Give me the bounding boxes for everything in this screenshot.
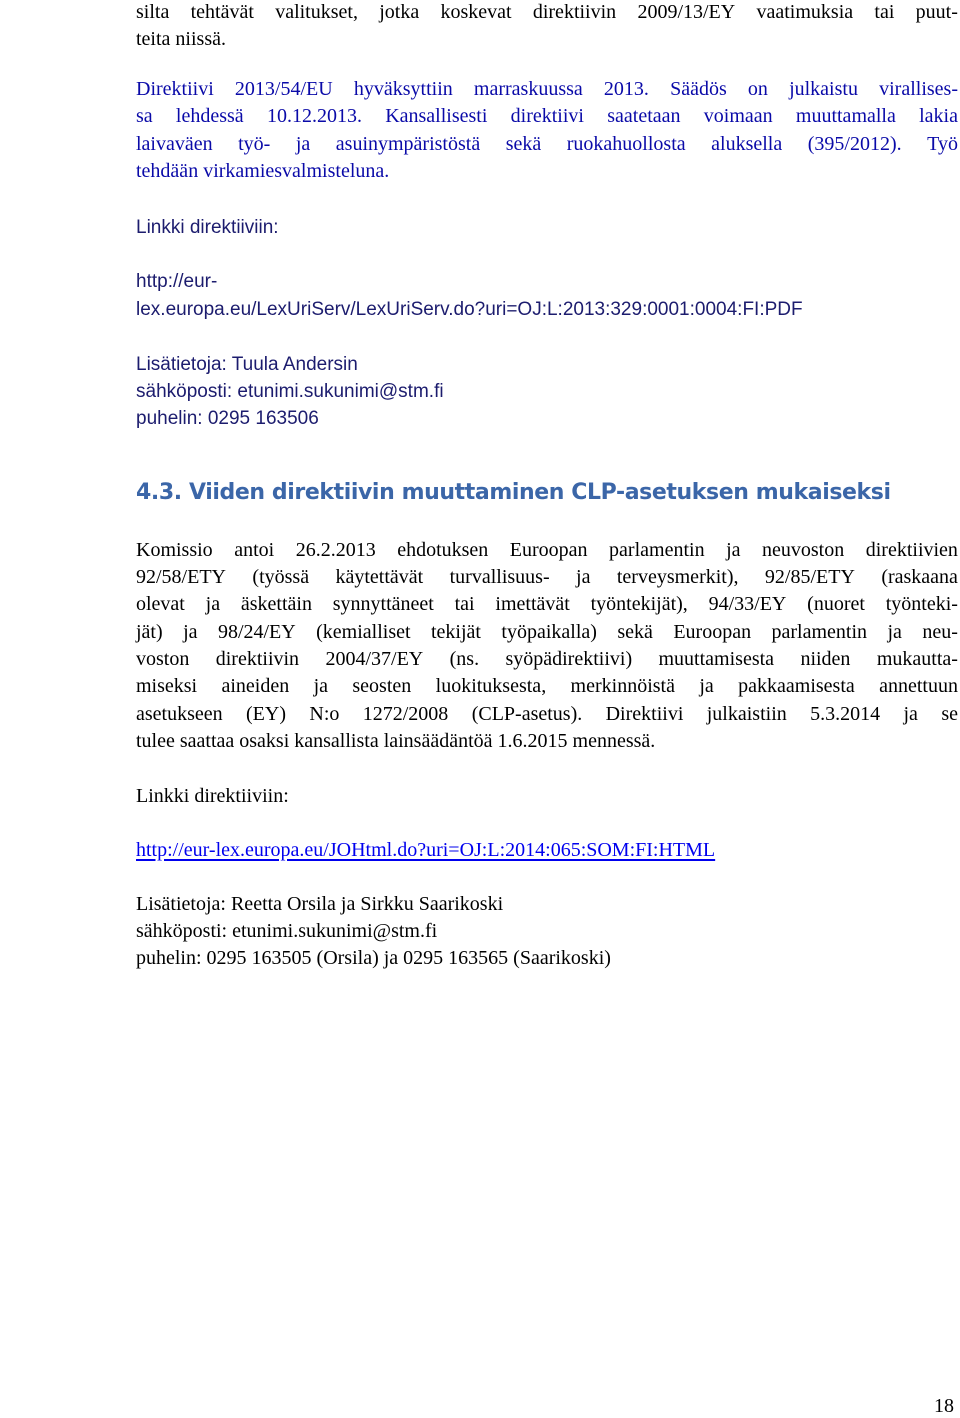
- word: niiden: [800, 648, 851, 670]
- word: synnyttäneet: [332, 593, 434, 615]
- word: sekä: [505, 133, 542, 155]
- word: tekijät: [430, 621, 481, 643]
- paragraph-line: [136, 673, 958, 700]
- word: 1272/2008: [362, 703, 449, 725]
- word: miseksi: [136, 675, 198, 697]
- word: silta: [136, 1, 170, 23]
- word: hyväksyttiin: [353, 78, 453, 100]
- word: sekä: [617, 621, 653, 643]
- word: syöpädirektiivi): [505, 648, 633, 670]
- word: neu-: [922, 621, 958, 643]
- phone-info: puhelin: 0295 163506: [136, 408, 319, 429]
- contact-info: Lisätietoja: Reetta Orsila ja Sirkku Saarikoski: [136, 893, 504, 915]
- word: työnteki-: [885, 593, 958, 615]
- word: 26.2.2013: [295, 539, 376, 561]
- paragraph-line: [136, 564, 958, 591]
- word: seosten: [352, 675, 412, 697]
- word: ehdotuksen: [397, 539, 489, 561]
- email-info: sähköposti: etunimi.sukunimi@stm.fi: [136, 381, 444, 402]
- word: koskevat: [440, 1, 512, 23]
- word: puut-: [915, 1, 958, 23]
- word: ja: [887, 621, 902, 643]
- word: antoi: [234, 539, 275, 561]
- word: työntekijät),: [590, 593, 688, 615]
- word: käytettävät: [335, 566, 424, 588]
- word: on: [747, 78, 768, 100]
- word: Kansallisesti: [385, 105, 488, 127]
- word: merkinnöistä: [570, 675, 675, 697]
- word: mukautta-: [876, 648, 958, 670]
- paragraph-line: [136, 537, 958, 564]
- word: lehdessä: [175, 105, 244, 127]
- word: pakkaamisesta: [738, 675, 855, 697]
- word: voimaan: [703, 105, 773, 127]
- paragraph-line: teita niissä.: [136, 28, 226, 50]
- word: 2013/54/EU: [234, 78, 333, 100]
- word: vaatimuksia: [756, 1, 854, 23]
- word: ja: [699, 675, 714, 697]
- word: 98/24/EY: [217, 621, 296, 643]
- word: Direktiivi: [136, 78, 214, 100]
- word: marraskuussa: [473, 78, 583, 100]
- word: työ-: [238, 133, 271, 155]
- word: työpaikalla): [501, 621, 597, 643]
- word: olevat: [136, 593, 185, 615]
- word: imettävät: [495, 593, 570, 615]
- word: voston: [136, 648, 190, 670]
- contact-info: Lisätietoja: Tuula Andersin: [136, 354, 358, 375]
- paragraph-line: [136, 76, 958, 103]
- word: neuvoston: [762, 539, 845, 561]
- paragraph-line: [136, 701, 958, 728]
- word: turvallisuus-: [449, 566, 550, 588]
- word: direktiivin: [215, 648, 300, 670]
- word: julkaistu: [789, 78, 858, 100]
- word: Euroopan: [673, 621, 752, 643]
- paragraph-line: [136, 619, 958, 646]
- word: 92/58/ETY: [136, 566, 226, 588]
- word: muuttamisesta: [658, 648, 775, 670]
- word: 10.12.2013.: [266, 105, 362, 127]
- word: 92/85/ETY: [764, 566, 855, 588]
- word: ja: [903, 703, 918, 725]
- word: laivaväen: [136, 133, 213, 155]
- word: julkaistiin: [706, 703, 787, 725]
- word: 2009/13/EY: [637, 1, 736, 23]
- word: Säädös: [670, 78, 727, 100]
- section-heading: 4.3. Viiden direktiivin muuttaminen CLP-asetuksen mukaiseksi: [136, 480, 891, 505]
- link-label: Linkki direktiiviin:: [136, 217, 279, 238]
- word: valitukset,: [275, 1, 358, 23]
- word: aineiden: [221, 675, 290, 697]
- word: Direktiivi: [605, 703, 684, 725]
- word: ja: [205, 593, 221, 615]
- word: terveysmerkit),: [616, 566, 739, 588]
- email-info: sähköposti: etunimi.sukunimi@stm.fi: [136, 920, 438, 942]
- word: tai: [454, 593, 475, 615]
- word: Euroopan: [509, 539, 588, 561]
- word: ruokahuollosta: [566, 133, 686, 155]
- word: direktiivin: [532, 1, 617, 23]
- word: parlamentin: [609, 539, 705, 561]
- word: (CLP-asetus).: [471, 703, 583, 725]
- paragraph-line: [136, 591, 958, 618]
- paragraph-line: [136, 103, 958, 130]
- word: ja: [183, 621, 198, 643]
- word: ja: [576, 566, 591, 588]
- word: direktiivi: [510, 105, 584, 127]
- word: (EY): [246, 703, 286, 725]
- word: Komissio: [136, 539, 213, 561]
- word: tehtävät: [190, 1, 254, 23]
- paragraph-line: tehdään virkamiesvalmisteluna.: [136, 160, 390, 182]
- word: direktiivien: [865, 539, 958, 561]
- word: 2013.: [603, 78, 649, 100]
- word: (nuoret: [807, 593, 865, 615]
- page-number: 18: [934, 1395, 954, 1417]
- link-label: Linkki direktiiviin:: [136, 785, 289, 807]
- word: ja: [313, 675, 329, 697]
- word: muuttamalla: [795, 105, 896, 127]
- paragraph-line: [136, 131, 958, 158]
- word: äskettäin: [240, 593, 312, 615]
- word: (raskaana: [881, 566, 958, 588]
- word: N:o: [309, 703, 340, 725]
- word: virallises-: [879, 78, 958, 100]
- word: Työ: [927, 133, 958, 155]
- word: 94/33/EY: [708, 593, 787, 615]
- word: sa: [136, 105, 153, 127]
- word: ja: [295, 133, 311, 155]
- word: annettuun: [879, 675, 958, 697]
- word: jotka: [379, 1, 420, 23]
- word: (ns.: [449, 648, 480, 670]
- word: parlamentin: [771, 621, 868, 643]
- word: saatetaan: [607, 105, 681, 127]
- directive-link-continuation[interactable]: lex.europa.eu/LexUriServ/LexUriServ.do?uri=OJ:L:2013:329:0001:0004:FI:PDF: [136, 299, 803, 320]
- word: luokituksesta,: [435, 675, 547, 697]
- word: (395/2012).: [807, 133, 902, 155]
- word: aluksella: [711, 133, 783, 155]
- paragraph-line: tulee saattaa osaksi kansallista lainsäädäntöä 1.6.2015 mennessä.: [136, 730, 656, 752]
- directive-link[interactable]: http://eur-: [136, 271, 218, 292]
- directive-link[interactable]: http://eur-lex.europa.eu/JOHtml.do?uri=OJ:L:2014:065:SOM:FI:HTML: [136, 839, 716, 861]
- phone-info: puhelin: 0295 163505 (Orsila) ja 0295 163565 (Saarikoski): [136, 947, 611, 969]
- word: lakia: [919, 105, 958, 127]
- word: 2004/37/EY: [325, 648, 424, 670]
- word: jät): [136, 621, 163, 643]
- word: ja: [726, 539, 741, 561]
- word: 5.3.2014: [810, 703, 881, 725]
- paragraph-line: [136, 0, 958, 26]
- word: (työssä: [252, 566, 310, 588]
- word: asuinympäristöstä: [335, 133, 481, 155]
- word: se: [941, 703, 958, 725]
- paragraph-line: [136, 646, 958, 673]
- word: asetukseen: [136, 703, 223, 725]
- word: (kemialliset: [316, 621, 411, 643]
- word: tai: [874, 1, 895, 23]
